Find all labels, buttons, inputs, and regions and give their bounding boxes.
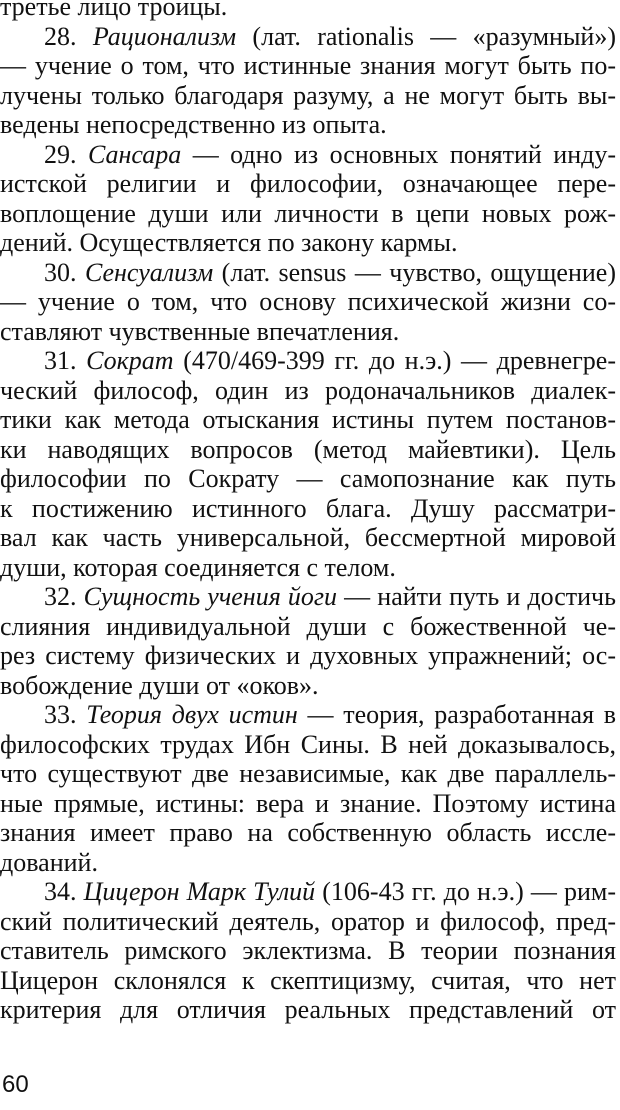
entry-line: знания имеет право на собственную область иссле- [0, 818, 616, 847]
entry-term: Цицерон Марк Тулий [83, 877, 316, 906]
entry-first-line [0, 346, 620, 376]
entry-line: истской религии и философии, означающее пере- [0, 169, 616, 198]
entry-31 [0, 346, 620, 582]
entry-line: вобождение души от «оков». [0, 670, 319, 700]
entry-30 [0, 258, 620, 347]
entry-number: 33. [44, 700, 77, 729]
entry-line: ставляют чувственные впечатления. [0, 316, 400, 346]
entry-number: 31. [44, 346, 77, 375]
entry-line: души, которая соединяется с телом. [0, 552, 396, 582]
entry-term: Сансара [87, 139, 182, 169]
entry-line: дований. [0, 847, 98, 877]
entry-line: ки наводящих вопросов (метод майевтики). Цель [0, 434, 616, 464]
entry-line: дений. Осуществляется по закону кармы. [0, 228, 458, 257]
entry-line: ческий философ, один из родоначальников диалек- [0, 375, 616, 405]
entry-number: 29. [44, 139, 77, 169]
entry-first-line [0, 877, 620, 907]
entry-text: — теория, разработанная в [297, 700, 617, 729]
entry-line: Цицерон склонялся к скептицизму, считая, что нет [0, 965, 616, 995]
entry-32 [0, 582, 620, 700]
entry-28 [0, 22, 620, 140]
entry-line: ский политический деятель, оратор и философ, пред- [0, 906, 616, 936]
entry-text: (470/469-399 гг. до н.э.) — древнегре- [173, 346, 616, 375]
continuation-line: третье лицо троицы. [0, 0, 228, 21]
entry-line: рез систему физических и духовных упражнений; ос- [0, 641, 616, 670]
entry-first-line [0, 582, 620, 612]
entry-first-line [0, 140, 620, 170]
entry-34 [0, 877, 620, 1025]
entry-line: лучены только благодаря разуму, а не могут быть вы- [0, 80, 616, 110]
entry-line: ставитель римского эклектизма. В теории познания [0, 936, 616, 965]
entry-33 [0, 700, 620, 877]
entry-text: (лат. sensus — чувство, ощущение) [213, 257, 616, 287]
entry-term: Рационализм [92, 21, 237, 51]
entry-number: 28. [44, 21, 77, 51]
entry-line: что существуют две независимые, как две параллель- [0, 759, 616, 788]
entry-term: Теория двух истин [86, 700, 298, 729]
entry-line: критерия для отличия реальных представлений от [0, 995, 616, 1024]
entry-line: тики как метода отыскания истины путем постанов- [0, 405, 616, 434]
entry-line: вал как часть универсальной, бессмертной мировой [0, 523, 616, 552]
entry-number: 34. [44, 877, 77, 906]
entry-term: Сенсуализм [84, 257, 214, 287]
entry-line: воплощение души или личности в цепи новых рож- [0, 198, 616, 228]
entry-text: (лат. rationalis — «разумный») [236, 21, 616, 51]
entry-term: Сущность учения йоги [83, 582, 338, 611]
entry-29 [0, 140, 620, 258]
entry-line: философских трудах Ибн Сины. В ней доказывалось, [0, 729, 616, 759]
entry-number: 32. [44, 582, 77, 611]
entry-line: — учение о том, что основу психической жизни со- [0, 287, 616, 316]
entry-line: к постижению истинного блага. Душу рассматри- [0, 493, 616, 523]
entry-text: — одно из основных понятий инду- [181, 139, 616, 169]
entry-first-line [0, 700, 620, 730]
entry-line: ные прямые, истины: вера и знание. Поэтому истина [0, 788, 616, 818]
entry-text: (106-43 гг. до н.э.) — рим- [315, 877, 616, 906]
entry-first-line [0, 258, 620, 288]
entry-line: ведены непосредственно из опыта. [0, 110, 387, 139]
entry-term: Сократ [86, 346, 174, 375]
page-number: 60 [2, 1071, 29, 1098]
entry-first-line [0, 22, 620, 52]
entry-text: — найти путь и достичь [337, 582, 616, 611]
entry-number: 30. [44, 257, 77, 287]
entry-line: слияния индивидуальной души с божественной че- [0, 611, 616, 641]
entry-line: — учение о том, что истинные знания могут быть по- [0, 51, 616, 80]
entry-line: философии по Сократу — самопознание как путь [0, 464, 616, 493]
